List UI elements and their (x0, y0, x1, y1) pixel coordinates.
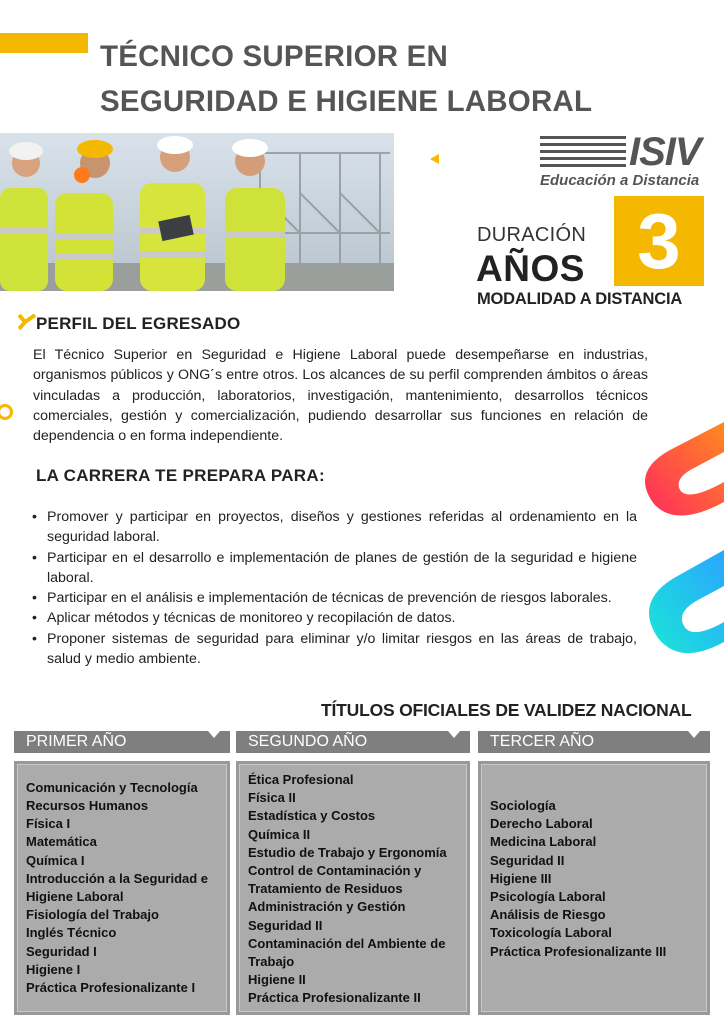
subject-item: Seguridad I (26, 943, 97, 959)
carrera-heading: LA CARRERA TE PREPARA PARA: (36, 466, 325, 485)
subject-item: Inglés Técnico (26, 925, 117, 941)
tab-tercer-ano (478, 731, 710, 753)
subject-item: Comunicación y Tecnología (26, 779, 198, 795)
subject-item: Toxicología Laboral (490, 925, 612, 941)
subject-item: Medicina Laboral (490, 834, 597, 850)
title-line-2: SEGURIDAD E HIGIENE LABORAL (100, 85, 593, 118)
subject-item: Física I (26, 816, 71, 832)
duration-number-badge: 3 (614, 196, 704, 286)
logo-word: ISIV (629, 130, 701, 174)
subject-item: Derecho Laboral (490, 816, 593, 832)
subject-item: Ética Profesional (248, 772, 354, 787)
play-triangle-icon (430, 154, 439, 164)
subject-item: Contaminación del Ambiente de Trabajo (248, 935, 446, 970)
subject-item: Física II (248, 790, 296, 806)
speed-lines-icon (540, 134, 630, 172)
logo-subtitle: Educación a Distancia (540, 172, 700, 189)
subject-item: Análisis de Riesgo (490, 907, 606, 923)
notch-icon (688, 731, 700, 738)
subject-item: Estadística y Costos (248, 808, 376, 824)
subject-item: Higiene I (26, 961, 81, 977)
subject-item: Práctica Profesionalizante III (490, 943, 667, 959)
subject-item: Química II (248, 826, 311, 842)
list-item: • Promover y participar en proyectos, diseños y gestiones referidas al ordenamiento en la seguridad laboral. (32, 507, 637, 548)
subject-item: Administración y Gestión Seguridad II (248, 899, 406, 933)
subject-item: Higiene III (490, 870, 552, 886)
title-line-1: TÉCNICO SUPERIOR EN (100, 40, 449, 73)
segundo-ano-box (236, 761, 470, 1015)
subject-item: Estudio de Trabajo y Ergonomía (248, 844, 447, 860)
notch-icon (208, 731, 220, 738)
perfil-heading: PERFIL DEL EGRESADO (36, 314, 241, 333)
titulos-heading: TÍTULOS OFICIALES DE VALIDEZ NACIONAL (321, 700, 692, 720)
list-item: • Aplicar métodos y técnicas de monitoreo y recopilación de datos. (32, 608, 637, 628)
notch-icon (448, 731, 460, 738)
subject-item: Seguridad II (490, 852, 565, 868)
tab-label: PRIMER AÑO (26, 733, 127, 750)
subject-item: Control de Contaminación y Tratamiento de Residuos (248, 863, 422, 897)
tab-label: TERCER AÑO (490, 733, 595, 750)
subject-item: Sociología (490, 798, 556, 813)
subject-item: Fisiología del Trabajo (26, 907, 159, 923)
tab-label: SEGUNDO AÑO (248, 733, 368, 750)
subject-item: Práctica Profesionalizante I (26, 980, 196, 996)
subject-list (481, 764, 707, 1012)
carrera-list (32, 507, 637, 669)
subject-item: Química I (26, 852, 85, 868)
subject-item: Higiene II (248, 972, 306, 988)
isiv-logo (537, 132, 709, 194)
subject-item: Práctica Profesionalizante II (248, 990, 421, 1006)
list-item: • Participar en el desarrollo e implementación de planes de gestión de la seguridad e higiene laboral. (32, 548, 637, 589)
subject-item: Recursos Humanos (26, 797, 149, 813)
subject-list (239, 764, 467, 1012)
accent-bar (0, 33, 88, 53)
primer-ano-box (14, 761, 230, 1015)
duration-label: DURACIÓN (477, 224, 587, 246)
tab-primer-ano (14, 731, 230, 753)
page-title (100, 34, 700, 124)
subject-item: Matemática (26, 834, 97, 850)
gradient-decoration (630, 410, 724, 680)
list-item: • Proponer sistemas de seguridad para eliminar y/o limitar riesgos en las áreas de trabajo, salud y medio ambiente. (32, 629, 637, 670)
ring-decoration (0, 404, 13, 420)
list-item: • Participar en el análisis e implementación de técnicas de prevención de riesgos laborales. (32, 588, 637, 608)
modality-label: MODALIDAD A DISTANCIA (477, 290, 683, 308)
tab-segundo-ano (236, 731, 470, 753)
check-mark-icon (18, 314, 36, 330)
workers-photo (0, 133, 394, 291)
duration-unit: AÑOS (476, 248, 585, 289)
tercer-ano-box (478, 761, 710, 1015)
subject-list (17, 764, 227, 1012)
subject-item: Introducción a la Seguridad e Higiene Laboral (26, 870, 209, 904)
subject-item: Psicología Laboral (490, 889, 606, 905)
perfil-paragraph: El Técnico Superior en Seguridad e Higiene Laboral puede desempeñarse en industrias, organismos públicos y ONG´s entre otros. Los alcances de su perfil comprenden ámbitos o áreas vinculadas a producción, laboratorios, investigación, mantenimiento, desarrollos técnicos comerciales, gestión y comercialización, pudiendo desarrollar sus funciones en relación de dependencia o en forma independiente. (33, 347, 648, 445)
